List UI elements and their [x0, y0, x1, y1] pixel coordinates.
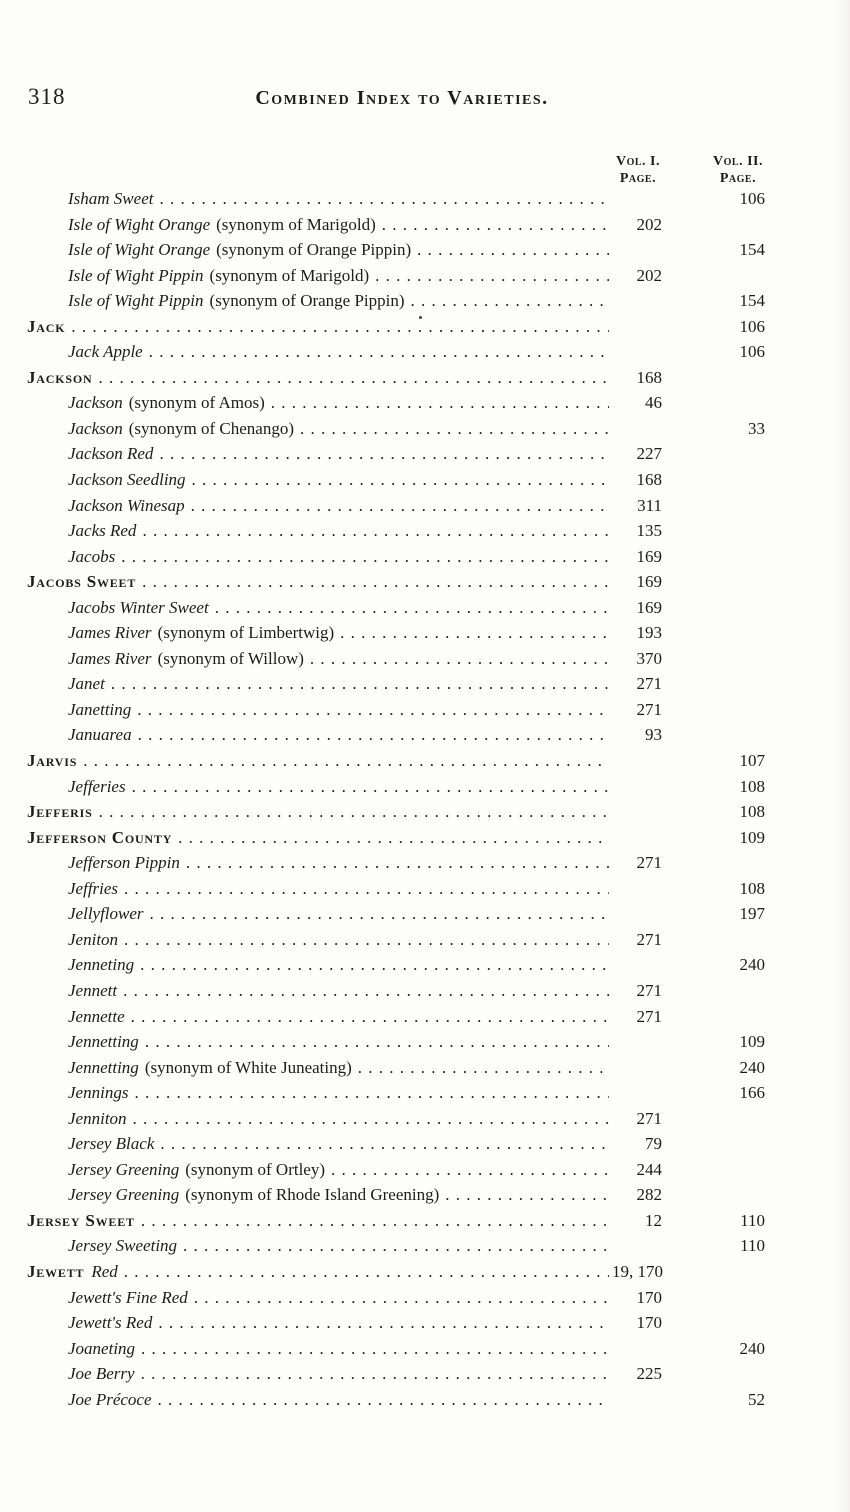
vol2-page-value: 240 [739, 1338, 765, 1358]
index-entry-row [0, 189, 850, 215]
variety-name-italic: Jeniton [68, 929, 119, 949]
index-entry-row [0, 1032, 850, 1058]
vol1-page-value: 202 [636, 265, 662, 285]
dot-leader [178, 828, 609, 848]
dot-leader [159, 189, 609, 209]
variety-name-italic: Jackson [68, 393, 123, 413]
variety-name-italic: Jack Apple [68, 342, 143, 362]
vol2-page-value: 106 [739, 342, 765, 362]
dot-leader [83, 751, 609, 771]
index-entry-row [0, 1364, 850, 1390]
dot-leader [111, 674, 609, 694]
dot-leader [300, 419, 609, 439]
dot-leader [132, 777, 609, 797]
index-entry-row [0, 955, 850, 981]
vol1-page-value: 282 [636, 1185, 662, 1205]
dot-leader [358, 1058, 609, 1078]
dot-leader [99, 802, 609, 822]
variety-name-italic: Jellyflower [68, 904, 144, 924]
synonym-note: (synonym of Marigold) [209, 265, 370, 285]
dot-leader [98, 368, 609, 388]
vol2-page-value: 110 [740, 1236, 765, 1256]
index-entry-row [0, 1390, 850, 1416]
vol1-page-value: 12 [645, 1210, 662, 1230]
index-entry-row [0, 802, 850, 828]
variety-name-smallcaps: Jackson [27, 367, 93, 387]
vol2-page-value: 106 [739, 316, 765, 336]
vol2-page-value: 108 [739, 776, 765, 796]
vol1-page-value: 202 [636, 214, 662, 234]
synonym-note: (synonym of Ortley) [185, 1159, 326, 1179]
variety-name-smallcaps: Jacobs Sweet [27, 572, 137, 592]
index-entry-row [0, 1288, 850, 1314]
vol1-page-value: 46 [645, 393, 662, 413]
vol2-header-line1: Vol. II. [713, 154, 763, 169]
variety-name-italic: Jersey Sweeting [68, 1236, 178, 1256]
index-entry-row [0, 572, 850, 598]
vol1-page-value: 168 [636, 367, 662, 387]
index-entry-row [0, 751, 850, 777]
page-number: 318 [28, 84, 66, 109]
index-entry-row [0, 291, 850, 317]
vol2-page-value: 110 [740, 1210, 765, 1230]
dot-leader [215, 598, 609, 618]
variety-name-italic: Jackson Red [68, 444, 154, 464]
dot-leader [131, 1007, 609, 1027]
dot-leader [158, 1390, 609, 1410]
synonym-note: (synonym of Marigold) [216, 214, 376, 234]
index-entry-row [0, 1134, 850, 1160]
variety-name-italic: Jenneting [68, 955, 135, 975]
variety-name-italic: Jennetting [68, 1032, 139, 1052]
dot-leader [121, 547, 609, 567]
index-entry-row [0, 1262, 850, 1288]
index-entry-row [0, 1236, 850, 1262]
synonym-note: (synonym of Rhode Island Greening) [185, 1185, 440, 1205]
index-entry-row [0, 725, 850, 751]
index-entry-row [0, 317, 850, 343]
dot-leader [138, 725, 609, 745]
dot-leader [271, 393, 609, 413]
variety-name-smallcaps: Jewett [27, 1261, 85, 1281]
vol2-page-value: 109 [739, 1032, 765, 1052]
dot-leader [186, 853, 609, 873]
index-entry-row [0, 623, 850, 649]
vol1-page-value: 311 [637, 495, 662, 515]
variety-name-italic: Isle of Wight Orange [68, 240, 211, 260]
index-entry-row [0, 649, 850, 675]
vol1-page-value: 79 [645, 1134, 662, 1154]
index-entry-row [0, 342, 850, 368]
dot-leader [149, 342, 609, 362]
variety-name-italic: Jewett's Fine Red [68, 1287, 188, 1307]
variety-name-italic: Jefferies [68, 776, 126, 796]
variety-name-italic: Janetting [68, 699, 132, 719]
vol1-header-line2: Page. [619, 171, 657, 186]
variety-name-italic: Jersey Greening [68, 1185, 180, 1205]
variety-name-italic: Jackson [68, 418, 123, 438]
dot-leader [192, 470, 609, 490]
index-entry-row [0, 828, 850, 854]
index-entry-row [0, 215, 850, 241]
dot-leader [123, 981, 609, 1001]
dot-leader [158, 1313, 609, 1333]
vol1-page-value: 135 [636, 521, 662, 541]
dot-leader [124, 879, 609, 899]
vol1-page-value: 271 [636, 853, 662, 873]
vol2-page-value: 106 [739, 189, 765, 208]
vol1-header-line1: Vol. I. [615, 154, 660, 169]
vol1-page-value: 169 [636, 546, 662, 566]
synonym-note: (synonym of Limbertwig) [157, 623, 335, 643]
dot-leader [150, 904, 609, 924]
dot-leader [194, 1288, 609, 1308]
synonym-note: (synonym of White Juneating) [144, 1057, 352, 1077]
index-entry-row [0, 266, 850, 292]
variety-name-italic: Januarea [68, 725, 132, 745]
vol1-page-value: 271 [636, 674, 662, 694]
variety-name-italic: Red [91, 1261, 118, 1281]
index-entry-row [0, 1339, 850, 1365]
variety-name-italic: Jenniton [68, 1108, 127, 1128]
dot-leader [124, 930, 609, 950]
variety-name-italic: Jeffries [68, 878, 119, 898]
variety-name-italic: Janet [68, 674, 105, 694]
index-entry-row [0, 1211, 850, 1237]
index-entry-row [0, 853, 850, 879]
vol2-page-value: 33 [748, 418, 765, 438]
variety-name-italic: Joe Berry [68, 1364, 135, 1384]
synonym-note: (synonym of Orange Pippin) [216, 240, 412, 260]
vol1-page-value: 244 [636, 1159, 662, 1179]
dot-leader [382, 215, 609, 235]
index-entry-list [0, 189, 850, 1415]
index-entry-row [0, 1058, 850, 1084]
variety-name-italic: Isham Sweet [68, 189, 154, 208]
variety-name-italic: Jackson Seedling [68, 470, 186, 490]
page-title: Combined Index to Varieties. [255, 87, 549, 109]
dot-leader [141, 1339, 609, 1359]
variety-name-italic: Jewett's Red [68, 1313, 153, 1333]
vol1-page-value: 271 [636, 699, 662, 719]
index-entry-row [0, 1083, 850, 1109]
vol2-page-value: 154 [739, 291, 765, 311]
variety-name-italic: Jacobs [68, 546, 116, 566]
variety-name-italic: Jersey Black [68, 1134, 155, 1154]
variety-name-italic: Jennings [68, 1083, 129, 1103]
index-entry-row [0, 393, 850, 419]
variety-name-smallcaps: Jack [27, 316, 66, 336]
dot-leader [191, 496, 609, 516]
index-entry-row [0, 240, 850, 266]
variety-name-italic: Isle of Wight Pippin [68, 291, 204, 311]
dot-leader [141, 1364, 609, 1384]
vol1-page-value: 19, 170 [612, 1261, 663, 1281]
dot-leader [142, 572, 609, 592]
index-entry-row [0, 1313, 850, 1339]
variety-name-smallcaps: Jefferson County [27, 827, 173, 847]
variety-name-italic: Joe Précoce [68, 1389, 152, 1409]
vol1-page-value: 271 [636, 1006, 662, 1026]
vol1-page-value: 169 [636, 597, 662, 617]
dot-leader [140, 955, 609, 975]
index-entry-row [0, 470, 850, 496]
index-entry-row [0, 1160, 850, 1186]
vol2-page-value: 107 [739, 751, 765, 771]
vol1-page-value: 370 [636, 648, 662, 668]
variety-name-italic: James River [68, 648, 152, 668]
vol2-header-line2: Page. [719, 171, 757, 186]
dot-leader [160, 1134, 609, 1154]
dot-leader [445, 1185, 609, 1205]
vol2-page-value: 154 [739, 240, 765, 260]
index-entry-row [0, 547, 850, 573]
index-entry-row [0, 444, 850, 470]
variety-name-italic: Isle of Wight Orange [68, 214, 211, 234]
dot-leader [183, 1236, 609, 1256]
vol2-page-value: 108 [739, 878, 765, 898]
vol1-page-value: 227 [636, 444, 662, 464]
index-entry-row [0, 496, 850, 522]
synonym-note: (synonym of Orange Pippin) [209, 291, 405, 311]
vol2-page-value: 240 [739, 1057, 765, 1077]
dot-leader [310, 649, 609, 669]
vol2-page-value: 197 [739, 904, 765, 924]
vol1-column-header [596, 153, 680, 187]
index-entry-row [0, 930, 850, 956]
vol1-page-value: 271 [636, 929, 662, 949]
vol2-column-header [694, 153, 782, 187]
dot-leader [331, 1160, 609, 1180]
dot-leader [145, 1032, 609, 1052]
variety-name-italic: Jersey Greening [68, 1159, 180, 1179]
variety-name-italic: Isle of Wight Pippin [68, 265, 204, 285]
vol1-page-value: 193 [636, 623, 662, 643]
variety-name-italic: Jacobs Winter Sweet [68, 597, 209, 617]
variety-name-smallcaps: Jarvis [27, 751, 78, 771]
index-entry-row [0, 879, 850, 905]
index-entry-row [0, 700, 850, 726]
synonym-note: (synonym of Chenango) [128, 418, 295, 438]
index-entry-row [0, 981, 850, 1007]
vol1-page-value: 170 [636, 1287, 662, 1307]
index-entry-row [0, 1007, 850, 1033]
dot-leader [417, 240, 609, 260]
dot-leader [375, 266, 609, 286]
dot-leader [141, 1211, 609, 1231]
dot-leader [134, 1083, 609, 1103]
vol1-page-value: 168 [636, 470, 662, 490]
vol1-page-value: 225 [636, 1364, 662, 1384]
variety-name-smallcaps: Jersey Sweet [27, 1210, 135, 1230]
variety-name-italic: Jackson Winesap [68, 495, 185, 515]
vol1-page-value: 271 [636, 980, 662, 1000]
index-entry-row [0, 521, 850, 547]
vol2-page-value: 166 [739, 1083, 765, 1103]
vol2-page-value: 108 [739, 802, 765, 822]
dot-leader [142, 521, 609, 541]
variety-name-italic: Joaneting [68, 1338, 136, 1358]
vol2-page-value: 240 [739, 955, 765, 975]
dot-leader [411, 291, 609, 311]
vol1-page-value: 170 [636, 1313, 662, 1333]
dot-leader [137, 700, 609, 720]
vol1-page-value: 93 [645, 725, 662, 745]
index-entry-row [0, 1109, 850, 1135]
variety-name-smallcaps: Jefferis [27, 802, 93, 822]
variety-name-italic: Jennett [68, 980, 118, 1000]
index-entry-row [0, 598, 850, 624]
dot-leader [124, 1262, 609, 1282]
variety-name-italic: Jennetting [68, 1057, 139, 1077]
vol1-page-value: 169 [636, 572, 662, 592]
synonym-note: (synonym of Willow) [157, 648, 304, 668]
index-entry-row [0, 777, 850, 803]
dot-leader [159, 444, 609, 464]
index-entry-row [0, 419, 850, 445]
synonym-note: (synonym of Amos) [128, 393, 265, 413]
index-entry-row [0, 1185, 850, 1211]
dot-leader [340, 623, 609, 643]
variety-name-italic: Jefferson Pippin [68, 853, 180, 873]
vol2-page-value: 109 [739, 827, 765, 847]
variety-name-italic: James River [68, 623, 152, 643]
dot-leader [133, 1109, 609, 1129]
index-entry-row [0, 368, 850, 394]
variety-name-italic: Jennette [68, 1006, 125, 1026]
variety-name-italic: Jacks Red [68, 521, 137, 541]
index-entry-row [0, 674, 850, 700]
dot-leader [71, 317, 609, 337]
index-entry-row [0, 904, 850, 930]
vol2-page-value: 52 [748, 1389, 765, 1409]
vol1-page-value: 271 [636, 1108, 662, 1128]
